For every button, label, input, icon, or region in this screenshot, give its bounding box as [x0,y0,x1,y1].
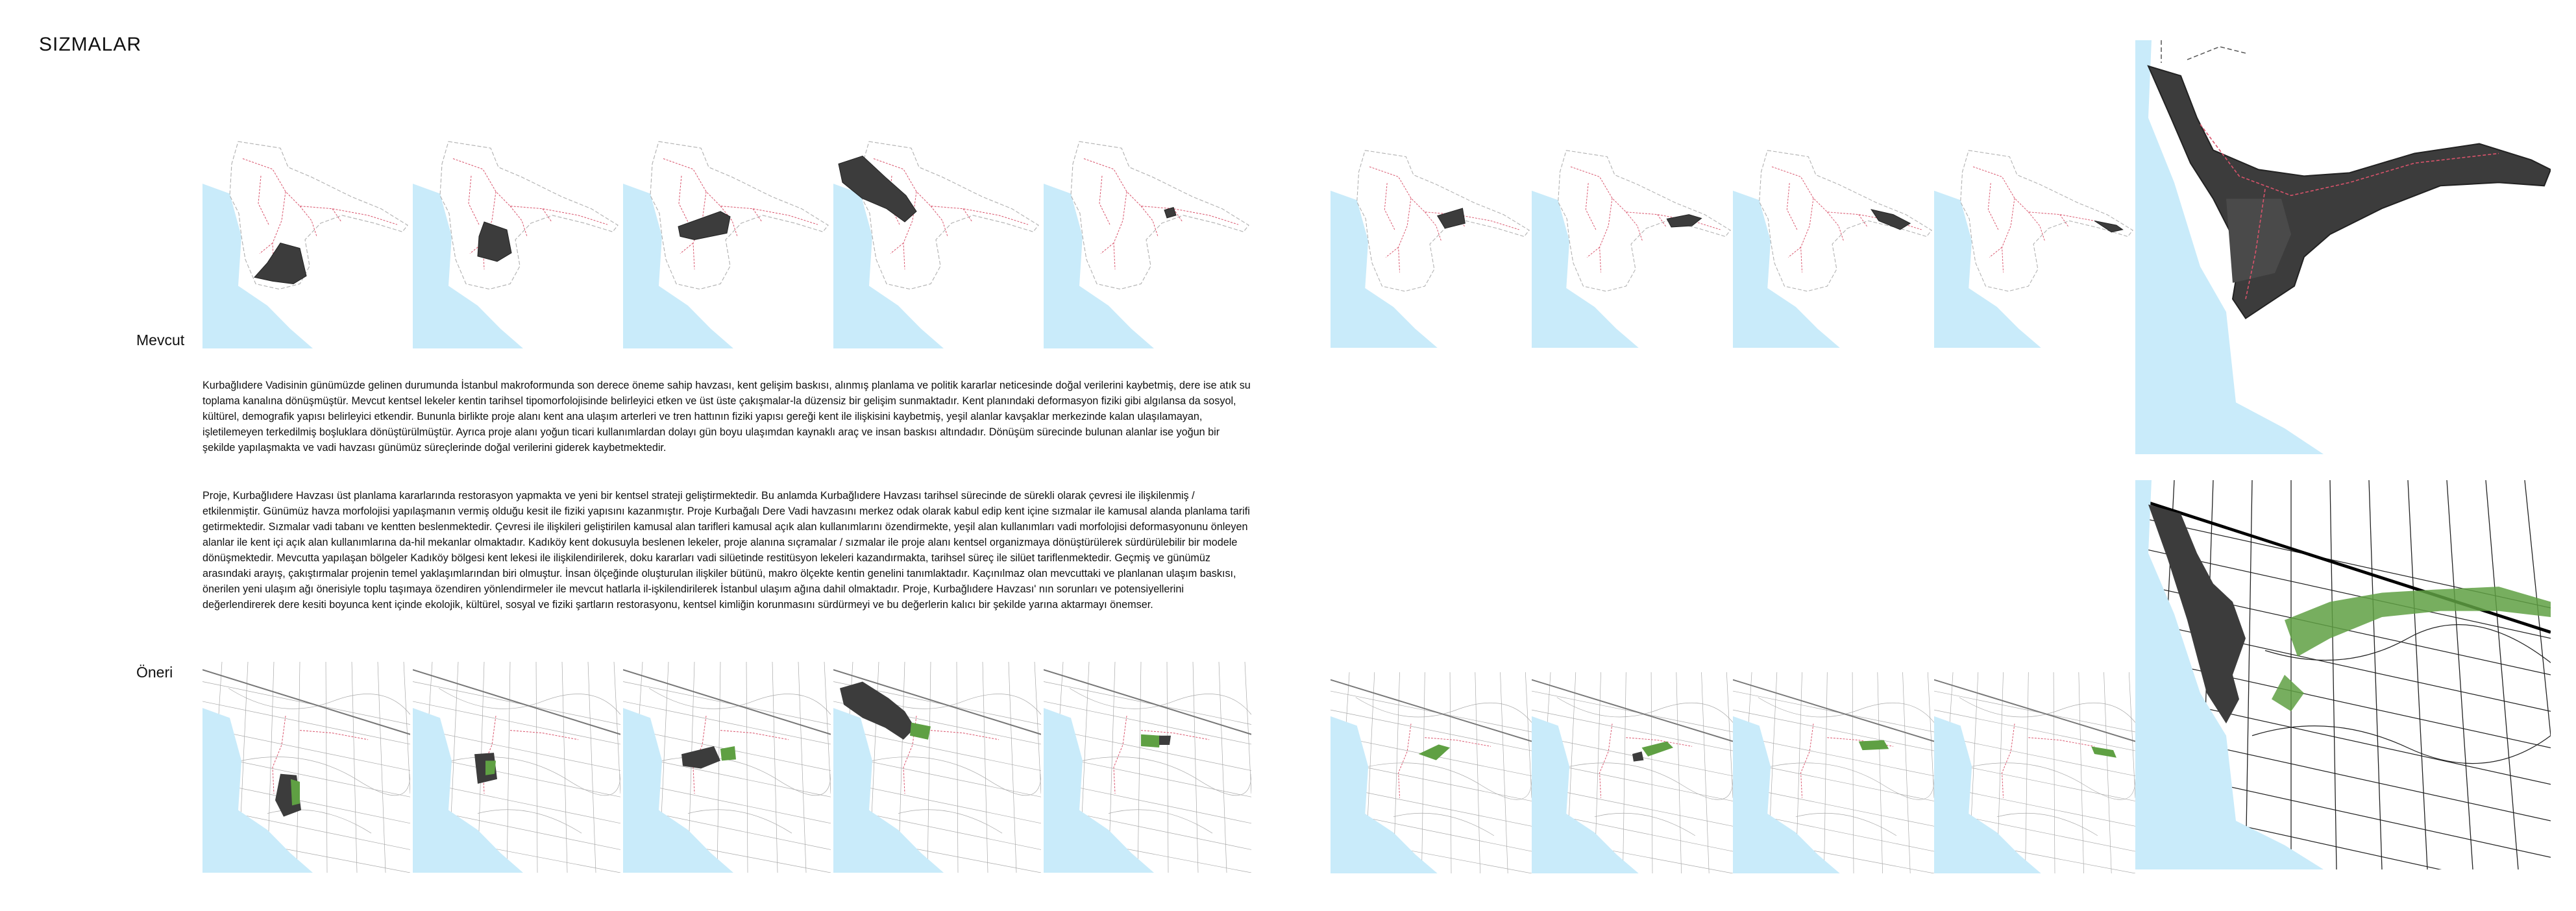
section-label-current: Mevcut [136,332,185,348]
map-large-current [2135,40,2551,454]
map-tile-current [1331,147,1532,348]
map-tile-proposal [623,662,831,873]
sheet-title: SIZMALAR [39,34,142,55]
map-tile-current [202,138,410,348]
paragraph-proposal: Proje, Kurbağlıdere Havzası üst planlama kararlarında restorasyon yapmakta ve yeni bir kentsel strateji geliştirmektedir. Bu anlamda Kurbağlıdere Havzası tarihsel sürecinde de sürekli olarak çevresi ile ilişkilenmiş / etkilenmiştir. Günümüz havza morfolojisi yapılaşmanın vermiş olduğu kesit ile fiziki yapısını kazanmıştır. Proje Kurbağalı Dere Vadi havzasını merkez odak olarak kabul edip kent içine sızmalar ile kamusal alanda planlama tarifi getirmektedir. Sızmalar vadi tabanı ve kentten beslenmektedir. Çevresi ile ilişkileri geliştirilen kamusal alan tarifleri kamusal açık alan kullanımlarını özendirmekte, yeşil alan kullanımları vadi morfolojisi deformasyonunu önleyen alanlar ile kent içi açık alan kullanımlarına da-hil mekanlar olmaktadır. Kadıköy kent dokusuyla beslenen lekeler, proje alanına sıçramalar / sızmalar ile proje alanı kentsel organizmaya dönüştürülerek sürdürülebilir bir modele dönüşmektedir. Mevcutta yapılaşan bölgeler Kadıköy bölgesi kent lekesi ile ilişkilendirilerek, doku kararları vadi silüetinde restitüsyon lekeleri kazandırmakta, tarihsel süreç ile silüet tariflenmektedir. Geçmiş ve günümüz arasındaki arayış, çakıştırmalar projenin temel yaklaşımlarından biri olmuştur. İnsan ölçeğinde oluşturulan ilişkiler bütünü, makro ölçekte kentin genelini tanımlaktadır. Kaçınılmaz olan mevcuttaki ve planlanan ulaşım baskısı, önerilen yeni ulaşım ağı önerisiyle toplu taşımaya özendiren yönlendirmeler ile mevcut hatlarla il-işkilendirilerek İstanbul ulaşım ağına dahil olmaktadır. Proje, Kurbağlıdere Havzası' nın sorunları ve potensiyellerini değerlendirerek dere kesiti boyunca kent içinde ekolojik, kültürel, sosyal ve fiziki şartların restorasyonu, kentsel kimliğin korunmasını sürdürmeyi ve bu değerlerin kalıcı bir şekilde yarına aktarmayı önemser. [202,490,1250,611]
map-tile-proposal [413,662,620,873]
map-tile-current [413,138,620,348]
map-tile-current [623,138,831,348]
map-tile-proposal [1934,672,2135,873]
map-tile-current [1733,147,1934,348]
section-label-proposal: Öneri [136,664,173,681]
map-tile-proposal [833,662,1041,873]
map-tile-current [1044,138,1251,348]
map-tile-current [1532,147,1733,348]
map-tile-proposal [1331,672,1532,873]
map-tile-proposal [1733,672,1934,873]
map-large-proposal [2135,480,2551,869]
map-tile-current [833,138,1041,348]
map-tile-proposal [1044,662,1251,873]
map-tile-proposal [1532,672,1733,873]
map-tile-proposal [202,662,410,873]
map-tile-current [1934,147,2135,348]
paragraph-current: Kurbağlıdere Vadisinin günümüzde gelinen durumunda İstanbul makroformunda son derece öneme sahip havzası, kent gelişim baskısı, alınmış planlama ve politik kararlar neticesinde doğal verilerini kaybetmiş, dere ise atık su toplama kanalına dönüşmüştür. Mevcut kentsel lekeler kentin tarihsel tipomorfolojisinde belirleyici etken ve üst üste çakışmalar-la düzensiz bir gelişim sunmaktadır. Kent planındaki deformasyon fiziki gibi algılansa da sosyol, kültürel, demografik yapısı belirleyici etkendir. Bununla birlikte proje alanı kent ana ulaşım arterleri ve tren hattının fiziki yapısı gereği kent ile ilişkisini kaybetmiş, yeşil alanlar kavşaklar merkezinde kalan ulaşılamayan, işletilemeyen terkedilmiş boşluklara dönüştürülmüştür. Ayrıca proje alanı yoğun ticari kullanımlardan dolayı gün boyu ulaşımdan kaynaklı araç ve insan baskısı altındadır. Dönüşüm sürecinde bulunan alanlar ise yoğun bir şekilde yapılaşmakta ve vadi havzası günümüz süreçlerinde doğal verilerini giderek kaybetmektedir. [202,380,1251,454]
